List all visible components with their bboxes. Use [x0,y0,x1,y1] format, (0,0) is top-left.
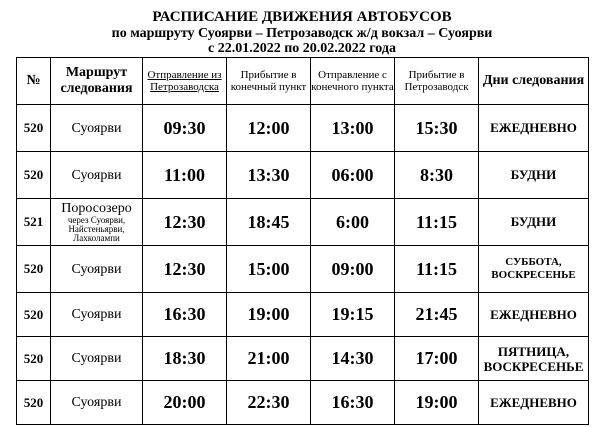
arrival-at-petrozavodsk: 21:45 [395,293,479,337]
column-header-days: Дни следования [479,58,589,105]
departure-from-final-stop: 13:00 [311,105,395,152]
table-row [17,199,589,246]
departure-from-petrozavodsk: 16:30 [143,293,227,337]
departure-from-petrozavodsk: 12:30 [143,246,227,293]
column-header-dep-final: Отправление с конечного пункта [311,58,395,105]
departure-from-petrozavodsk: 12:30 [143,199,227,246]
arrival-at-petrozavodsk: 11:15 [395,199,479,246]
arrival-at-final-stop: 18:45 [227,199,311,246]
table-header-row [17,58,589,105]
operating-days: ЕЖЕДНЕВНО [479,381,589,425]
arrival-at-petrozavodsk: 19:00 [395,381,479,425]
column-header-arr-ptz: Прибытие в Петрозаводск [395,58,479,105]
route-number: 520 [17,293,51,337]
departure-from-final-stop: 6:00 [311,199,395,246]
departure-from-final-stop: 06:00 [311,152,395,199]
arrival-at-petrozavodsk: 15:30 [395,105,479,152]
route-subtitle: по маршруту Суоярви – Петрозаводск ж/д вокзал – Суоярви [111,26,493,41]
departure-from-final-stop: 16:30 [311,381,395,425]
operating-days: БУДНИ [479,152,589,199]
operating-days: ЕЖЕДНЕВНО [479,293,589,337]
validity-dates: с 22.01.2022 по 20.02.2022 года [208,41,396,56]
route-number: 520 [17,381,51,425]
page-title: РАСПИСАНИЕ ДВИЖЕНИЯ АВТОБУСОВ [152,9,452,25]
arrival-at-petrozavodsk: 11:15 [395,246,479,293]
departure-from-final-stop: 19:15 [311,293,395,337]
arrival-at-final-stop: 21:00 [227,337,311,381]
operating-days: ЕЖЕДНЕВНО [479,105,589,152]
table-row [17,381,589,425]
route-via: через Суоярви, Найстеньярви, Лахколампи [67,215,126,243]
table-row [17,152,589,199]
table-row [17,105,589,152]
route-name: Суоярви [51,105,143,152]
operating-days: СУББОТА, ВОСКРЕСЕНЬЕ [479,246,589,293]
departure-from-petrozavodsk: 11:00 [143,152,227,199]
route-name: Суоярви [51,337,143,381]
departure-from-petrozavodsk: 20:00 [143,381,227,425]
arrival-at-petrozavodsk: 17:00 [395,337,479,381]
table-row [17,293,589,337]
column-header-num: № [17,58,51,105]
departure-from-petrozavodsk: 18:30 [143,337,227,381]
arrival-at-final-stop: 13:30 [227,152,311,199]
route-number: 520 [17,152,51,199]
departure-from-final-stop: 09:00 [311,246,395,293]
route-name: Суоярви [51,381,143,425]
arrival-at-final-stop: 12:00 [227,105,311,152]
departure-from-final-stop: 14:30 [311,337,395,381]
departure-from-petrozavodsk: 09:30 [143,105,227,152]
table-row [17,337,589,381]
route-name: Суоярви [51,152,143,199]
operating-days: БУДНИ [479,199,589,246]
table-row [17,246,589,293]
arrival-at-final-stop: 22:30 [227,381,311,425]
arrival-at-final-stop: 19:00 [227,293,311,337]
route-number: 520 [17,337,51,381]
schedule-table [16,57,589,425]
route-name: Суоярви [51,293,143,337]
operating-days: ПЯТНИЦА, ВОСКРЕСЕНЬЕ [479,337,589,381]
arrival-at-petrozavodsk: 8:30 [395,152,479,199]
column-header-arr-final: Прибытие в конечный пункт [227,58,311,105]
column-header-dep-ptz: Отправление из Петрозаводска [143,58,227,105]
route-number: 520 [17,105,51,152]
route-name: Суоярви [51,246,143,293]
column-header-route: Маршрут следования [51,58,143,105]
route-number: 521 [17,199,51,246]
route-number: 520 [17,246,51,293]
route-name: Поросозеро через Суоярви, Найстеньярви, Лахколампи [51,199,143,246]
arrival-at-final-stop: 15:00 [227,246,311,293]
